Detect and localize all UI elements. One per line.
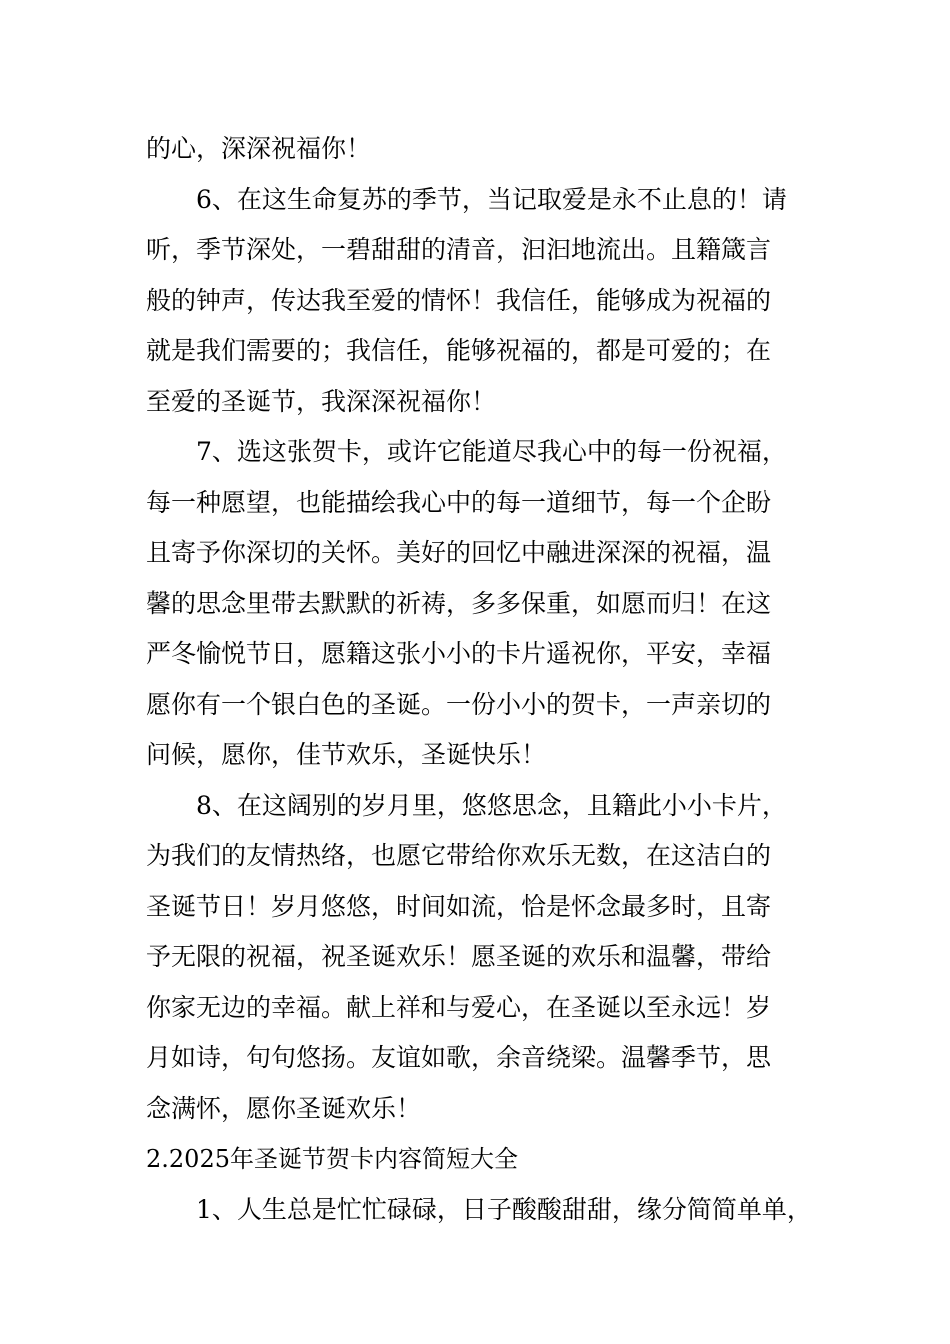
text-line: 1、人生总是忙忙碌碌，日子酸酸甜甜，缘分简简单单， [196, 1194, 812, 1224]
text-line: 且寄予你深切的关怀。美好的回忆中融进深深的祝福，温 [146, 538, 772, 567]
text-line: 严冬愉悦节日，愿籍这张小小的卡片遥祝你，平安，幸福 [146, 639, 772, 668]
text-line: 圣诞节日！岁月悠悠，时间如流，恰是怀念最多时，且寄 [146, 891, 772, 921]
paragraph-block-after-heading [146, 1185, 826, 1236]
text-line: 月如诗，句句悠扬。友谊如歌，余音绕梁。温馨季节，思 [146, 1043, 772, 1072]
document-body [146, 124, 826, 1235]
text-line: 般的钟声，传达我至爱的情怀！我信任，能够成为祝福的 [146, 285, 772, 315]
text-line: 问候，愿你，佳节欢乐，圣诞快乐！ [146, 740, 547, 769]
text-line: 至爱的圣诞节，我深深祝福你！ [146, 386, 497, 416]
text-line: 愿你有一个银白色的圣诞。一份小小的贺卡，一声亲切的 [146, 689, 772, 719]
text-line: 为我们的友情热络，也愿它带给你欢乐无数，在这洁白的 [146, 841, 772, 870]
text-line: 6、在这生命复苏的季节，当记取爱是永不止息的！请 [196, 184, 787, 214]
text-line: 予无限的祝福，祝圣诞欢乐！愿圣诞的欢乐和温馨，带给 [146, 942, 772, 971]
text-line: 8、在这阔别的岁月里，悠悠思念，且籍此小小卡片， [196, 790, 787, 820]
text-line: 你家无边的幸福。献上祥和与爱心，在圣诞以至永远！岁 [146, 992, 772, 1022]
text-line: 7、选这张贺卡，或许它能道尽我心中的每一份祝福， [196, 437, 787, 466]
text-line: 的心，深深祝福你！ [146, 134, 372, 163]
section-heading: 2.2025年圣诞节贺卡内容简短大全 [146, 1145, 518, 1173]
text-line: 念满怀，愿你圣诞欢乐！ [146, 1093, 422, 1123]
paragraph-block [146, 124, 826, 1134]
text-line: 每一种愿望，也能描绘我心中的每一道细节，每一个企盼 [146, 487, 772, 517]
text-line: 馨的思念里带去默默的祈祷，多多保重，如愿而归！在这 [146, 588, 772, 618]
text-line: 就是我们需要的；我信任，能够祝福的，都是可爱的；在 [146, 336, 772, 365]
text-line: 听，季节深处，一碧甜甜的清音，汩汩地流出。且籍箴言 [146, 235, 772, 264]
